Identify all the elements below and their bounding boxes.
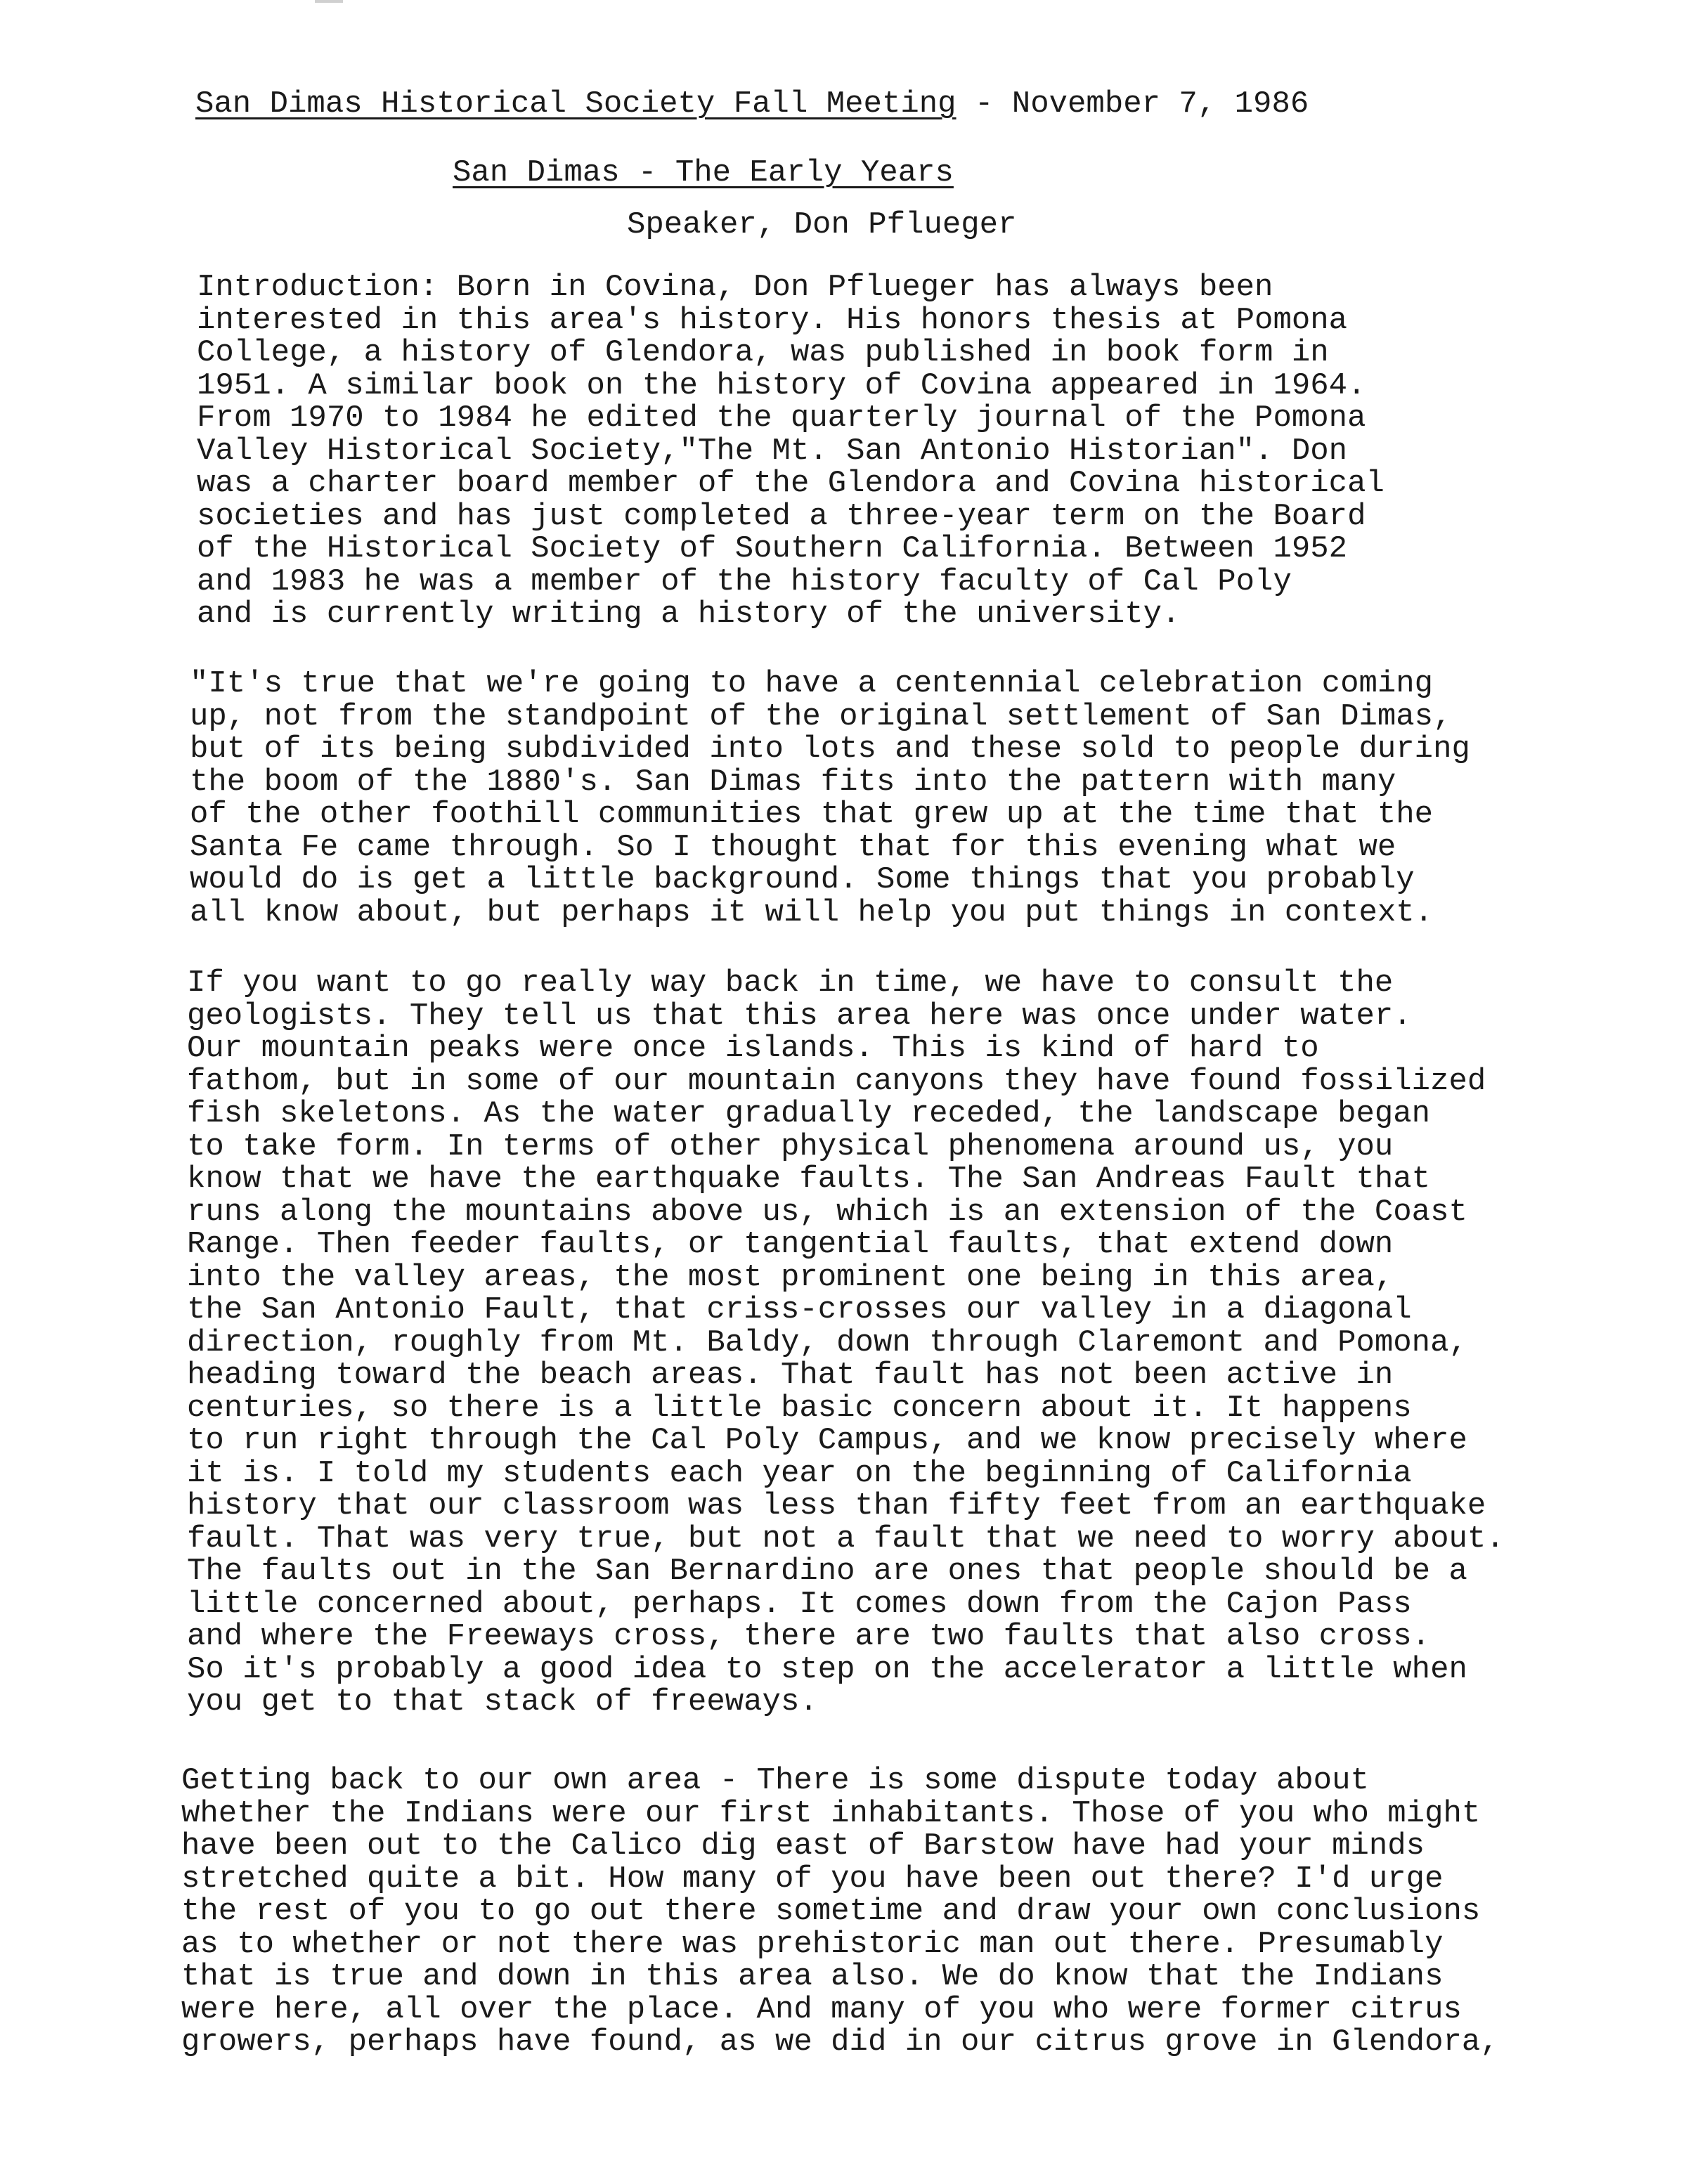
date-separator: - [956, 86, 1012, 122]
scan-artifact [315, 0, 343, 3]
centennial-paragraph: "It's true that we're going to have a centennial celebration coming up, not from the standpoint of the original settlement of San Dimas, but of its being subdivided into lots and these sold to people during the boom of the 1880's. San Dimas fits into the pattern with many of the other foothill communities that grew up at the time that the Santa Fe came through. So I thought that for this evening what we would do is get a little background. Some things that you probably all know about, but perhaps it will help you put things in context. [190, 666, 1470, 930]
meeting-date: November 7, 1986 [1011, 86, 1309, 122]
speaker-line: Speaker, Don Pflueger [627, 207, 1017, 242]
society-meeting-name: San Dimas Historical Society Fall Meeting [195, 86, 957, 122]
indians-paragraph: Getting back to our own area - There is some dispute today about whether the Indians were our first inhabitants. Those of you who might have been out to the Calico dig east of Barstow have had your minds stretched quite a bit. How many of you have been out there? I'd urge the rest of you to go out there sometime and draw your own conclusions as to whether or not there was prehistoric man out there. Presumably that is true and down in this area also. We do know that the Indians were here, all over the place. And many of you who were former citrus growers, perhaps have found, as we did in our citrus grove in Glendora, [181, 1763, 1499, 2060]
introduction-paragraph: Introduction: Born in Covina, Don Pflueger has always been interested in this area's history. His honors thesis at Pomona College, a history of Glendora, was published in book form in 1951. A similar book on the history of Covina appeared in 1964. From 1970 to 1984 he edited the quarterly journal of the Pomona Valley Historical Society,"The Mt. San Antonio Historian". Don was a charter board member of the Glendora and Covina historical societies and has just completed a three-year term on the Board of the Historical Society of Southern California. Between 1952 and 1983 he was a member of the history faculty of Cal Poly and is currently writing a history of the university. [197, 270, 1385, 632]
meeting-header [195, 83, 1309, 125]
geology-paragraph: If you want to go really way back in time, we have to consult the geologists. They tell us that this area here was once under water. Our mountain peaks were once islands. This is kind of hard to fathom, but in some of our mountain canyons they have found fossilized fish skeletons. As the water gradually receded, the landscape began to take form. In terms of other physical phenomena around us, you know that we have the earthquake faults. The San Andreas Fault that runs along the mountains above us, which is an extension of the Coast Range. Then feeder faults, or tangential faults, that extend down into the valley areas, the most prominent one being in this area, the San Antonio Fault, that criss-crosses our valley in a diagonal direction, roughly from Mt. Baldy, down through Claremont and Pomona, heading toward the beach areas. That fault has not been active in centuries, so there is a little basic concern about it. It happens to run right through the Cal Poly Campus, and we know precisely where it is. I told my students each year on the beginning of California history that our classroom was less than fifty feet from an earthquake fault. That was very true, but not a fault that we need to worry about. The faults out in the San Bernardino are ones that people should be a little concerned about, perhaps. It comes down from the Cajon Pass and where the Freeways cross, there are two faults that also cross. So it's probably a good idea to step on the accelerator a little when you get to that stack of freeways. [187, 966, 1505, 1720]
talk-title: San Dimas - The Early Years [453, 155, 954, 190]
